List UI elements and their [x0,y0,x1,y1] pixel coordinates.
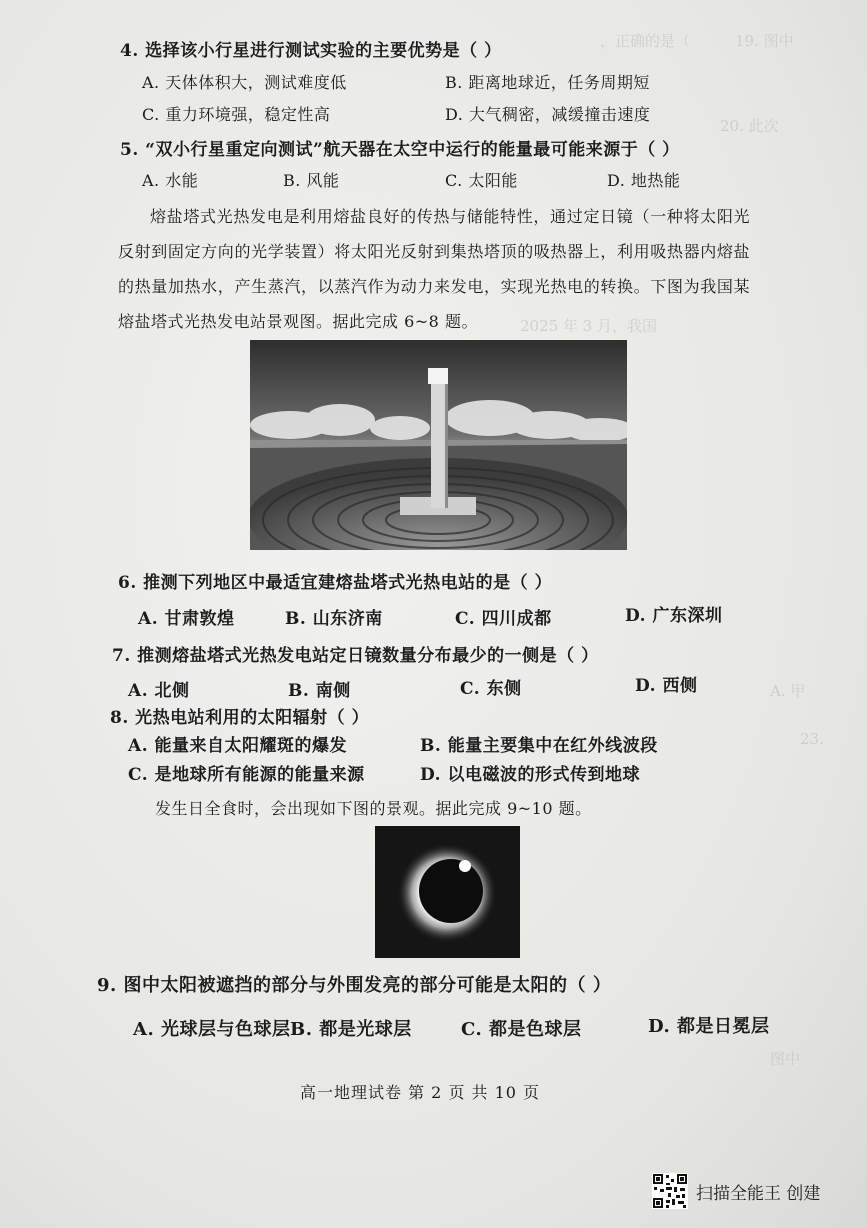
question-4-option-b: B. 距离地球近，任务周期短 [445,73,650,92]
solar-eclipse-drawing [375,826,520,958]
question-4-option-c: C. 重力环境强，稳定性高 [142,105,331,124]
question-8-option-c: C. 是地球所有能源的能量来源 [128,765,365,785]
bleed-through-text: ，正确的是（ [600,32,691,50]
question-5-option-a: A. 水能 [142,171,199,190]
solar-eclipse-photo [375,826,520,958]
bleed-through-text: 2025 年 3 月，我国 [520,317,658,335]
question-6-stem: 6. 推测下列地区中最适宜建熔盐塔式光热电站的是（ ） [118,573,553,593]
eclipse-intro: 发生日全食时，会出现如下图的景观。据此完成 9~10 题。 [155,799,592,818]
question-8-option-a: A. 能量来自太阳耀斑的爆发 [128,736,348,756]
bleed-through-text: 19. 图中 [735,32,794,50]
question-5-option-b: B. 风能 [283,171,340,190]
question-6-option-b: B. 山东济南 [285,609,383,629]
question-9-option-a: A. 光球层与色球层 [133,1019,291,1040]
solar-tower-photo-drawing [250,340,627,550]
scanner-watermark [652,1173,820,1209]
bleed-through-text: 图中 [770,1050,801,1068]
question-9-option-d: D. 都是日冕层 [648,1016,770,1037]
question-7-stem: 7. 推测熔盐塔式光热发电站定日镜数量分布最少的一侧是（ ） [112,646,599,666]
question-8-option-d: D. 以电磁波的形式传到地球 [420,765,640,785]
qr-code-icon [652,1173,688,1209]
question-4-stem: 4. 选择该小行星进行测试实验的主要优势是（ ） [120,41,502,61]
question-7-option-d: D. 西侧 [635,676,698,696]
question-6-option-a: A. 甘肃敦煌 [138,609,235,629]
question-6-option-c: C. 四川成都 [455,609,552,629]
question-8-option-b: B. 能量主要集中在红外线波段 [420,736,658,756]
question-8-stem: 8. 光热电站利用的太阳辐射（ ） [110,708,370,728]
question-7-option-b: B. 南侧 [288,681,351,701]
question-7-option-a: A. 北侧 [128,681,190,701]
bleed-through-text: A. 甲 [770,682,806,700]
question-5-option-d: D. 地热能 [607,171,681,190]
question-9-option-b: B. 都是光球层 [290,1019,412,1040]
question-5-option-c: C. 太阳能 [445,171,518,190]
bleed-through-text: 23. [800,730,824,748]
question-6-option-d: D. 广东深圳 [625,606,723,626]
solar-tower-photo [250,340,627,550]
question-7-option-c: C. 东侧 [460,679,522,699]
bleed-through-text: 20. 此次 [720,117,779,135]
page-footer: 高一地理试卷 第 2 页 共 10 页 [300,1083,541,1102]
question-4-option-d: D. 大气稠密，减缓撞击速度 [445,105,651,124]
question-4-option-a: A. 天体体积大，测试难度低 [142,73,347,92]
question-9-stem: 9. 图中太阳被遮挡的部分与外围发亮的部分可能是太阳的（ ） [97,975,612,996]
scanner-watermark-label: 扫描全能王 创建 [696,1183,821,1204]
question-5-stem: 5. “双小行星重定向测试”航天器在太空中运行的能量最可能来源于（ ） [120,140,680,160]
passage-molten-salt: 熔盐塔式光热发电是利用熔盐良好的传热与储能特性，通过定日镜（一种将太阳光反射到固定方向的光学装置）将太阳光反射到集热塔顶的吸热器上，利用吸热器内熔盐的热量加热水，产生蒸汽，以蒸汽作为动力来发电，实现光热电的转换。下图为我国某熔盐塔式光热发电站景观图。据此完成 6~8 题。 [118,207,750,331]
question-9-option-c: C. 都是色球层 [461,1019,582,1040]
